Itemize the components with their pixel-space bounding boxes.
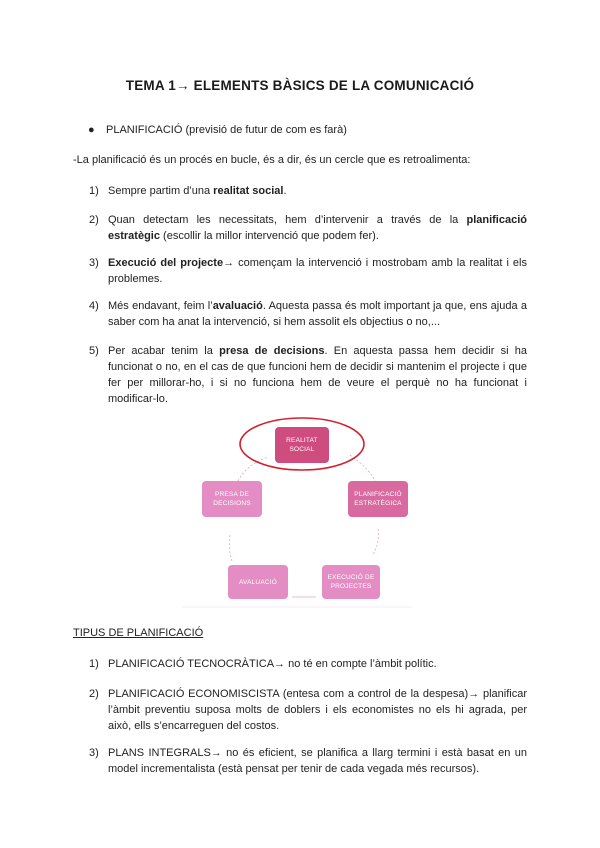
arrow-2 (373, 529, 378, 555)
item-text: . Aquesta passa és molt important ja que, ens ajuda a saber com ha anat la intervenció, si hem assolit els objectius o no,... (108, 300, 528, 328)
list-item (89, 656, 527, 672)
arrow-4 (229, 535, 232, 561)
item-text: → començam la intervenció i mostrobam amb la realitat i els problemes. (108, 257, 527, 285)
item-bold-term: avaluació (212, 300, 263, 312)
item-number: 1) (89, 185, 99, 197)
list-item (89, 255, 527, 287)
item-number: 5) (89, 345, 99, 357)
node-planificacio-estrategica: PLANIFICACIÓ ESTRATÈGICA (348, 481, 408, 517)
item-number: 1) (89, 658, 99, 670)
intro-paragraph: -La planificació és un procés en bucle, és a dir, és un cercle que es retroalimenta: (73, 154, 471, 166)
list-item (89, 686, 527, 734)
item-bold-term: planificació estratègic (108, 214, 527, 242)
item-bold-term: presa de decisions (219, 345, 325, 357)
node-realitat-social: REALITAT SOCIAL (275, 427, 329, 463)
list-item (89, 183, 527, 199)
item-text: (escollir la millor intervenció que podem fer). (159, 230, 379, 242)
node-execucio-projectes: EXECUCIÓ DE PROJECTES (322, 565, 380, 599)
page-title: TEMA 1→ ELEMENTS BÀSICS DE LA COMUNICACIÓ (125, 78, 475, 93)
item-number: 2) (89, 214, 99, 226)
item-number: 3) (89, 747, 99, 759)
planning-cycle-diagram (180, 417, 420, 612)
item-text: Quan detectam les necessitats, hem d’intervenir a través de la (108, 214, 467, 226)
node-presa-decisions: PRESA DE DECISIONS (202, 481, 262, 517)
list-item (89, 212, 527, 244)
item-text: . En aquesta passa hem decidir si ha funcionat o no, en el cas de que funcioni hem de decidir si mantenim el projecte i que fer per millorar-ho, i si no funciona hem de veure el perquè no ha funcionat i modificar-lo. (108, 345, 527, 405)
node-avaluacio: AVALUACIÓ (228, 565, 288, 599)
item-text: . (283, 185, 287, 197)
item-text: Més endavant, feim l’ (108, 300, 213, 312)
bullet-marker: ● (88, 124, 95, 136)
item-number: 4) (89, 300, 99, 312)
list-item (89, 745, 527, 777)
item-text: PLANIFICACIÓ ECONOMISCISTA (entesa com a control de la despesa)→ planificar l’àmbit preventiu suposa molts de doblers i els economistes no els hi agrada, per això, ells s’encarreguen del costos. (108, 688, 527, 732)
bullet-item (88, 124, 347, 136)
bullet-text: PLANIFICACIÓ (previsió de futur de com es farà) (106, 124, 347, 136)
item-bold-term: realitat social (213, 185, 284, 197)
section-heading: TIPUS DE PLANIFICACIÓ (73, 627, 204, 639)
item-number: 2) (89, 688, 99, 700)
item-bold-term: Execució del projecte (108, 257, 224, 269)
item-number: 3) (89, 257, 99, 269)
item-text: Per acabar tenim la (108, 345, 220, 357)
list-item (89, 343, 527, 407)
item-text: Sempre partim d’una (108, 185, 214, 197)
list-item (89, 298, 527, 330)
item-text: PLANIFICACIÓ TECNOCRÀTICA→ no té en compte l’àmbit polític. (108, 658, 437, 670)
item-text: PLANS INTEGRALS→ no és eficient, se planifica a llarg termini i està basat en un model incrementalista (està pensat per tenir de cada vegada més recursos). (108, 747, 527, 775)
